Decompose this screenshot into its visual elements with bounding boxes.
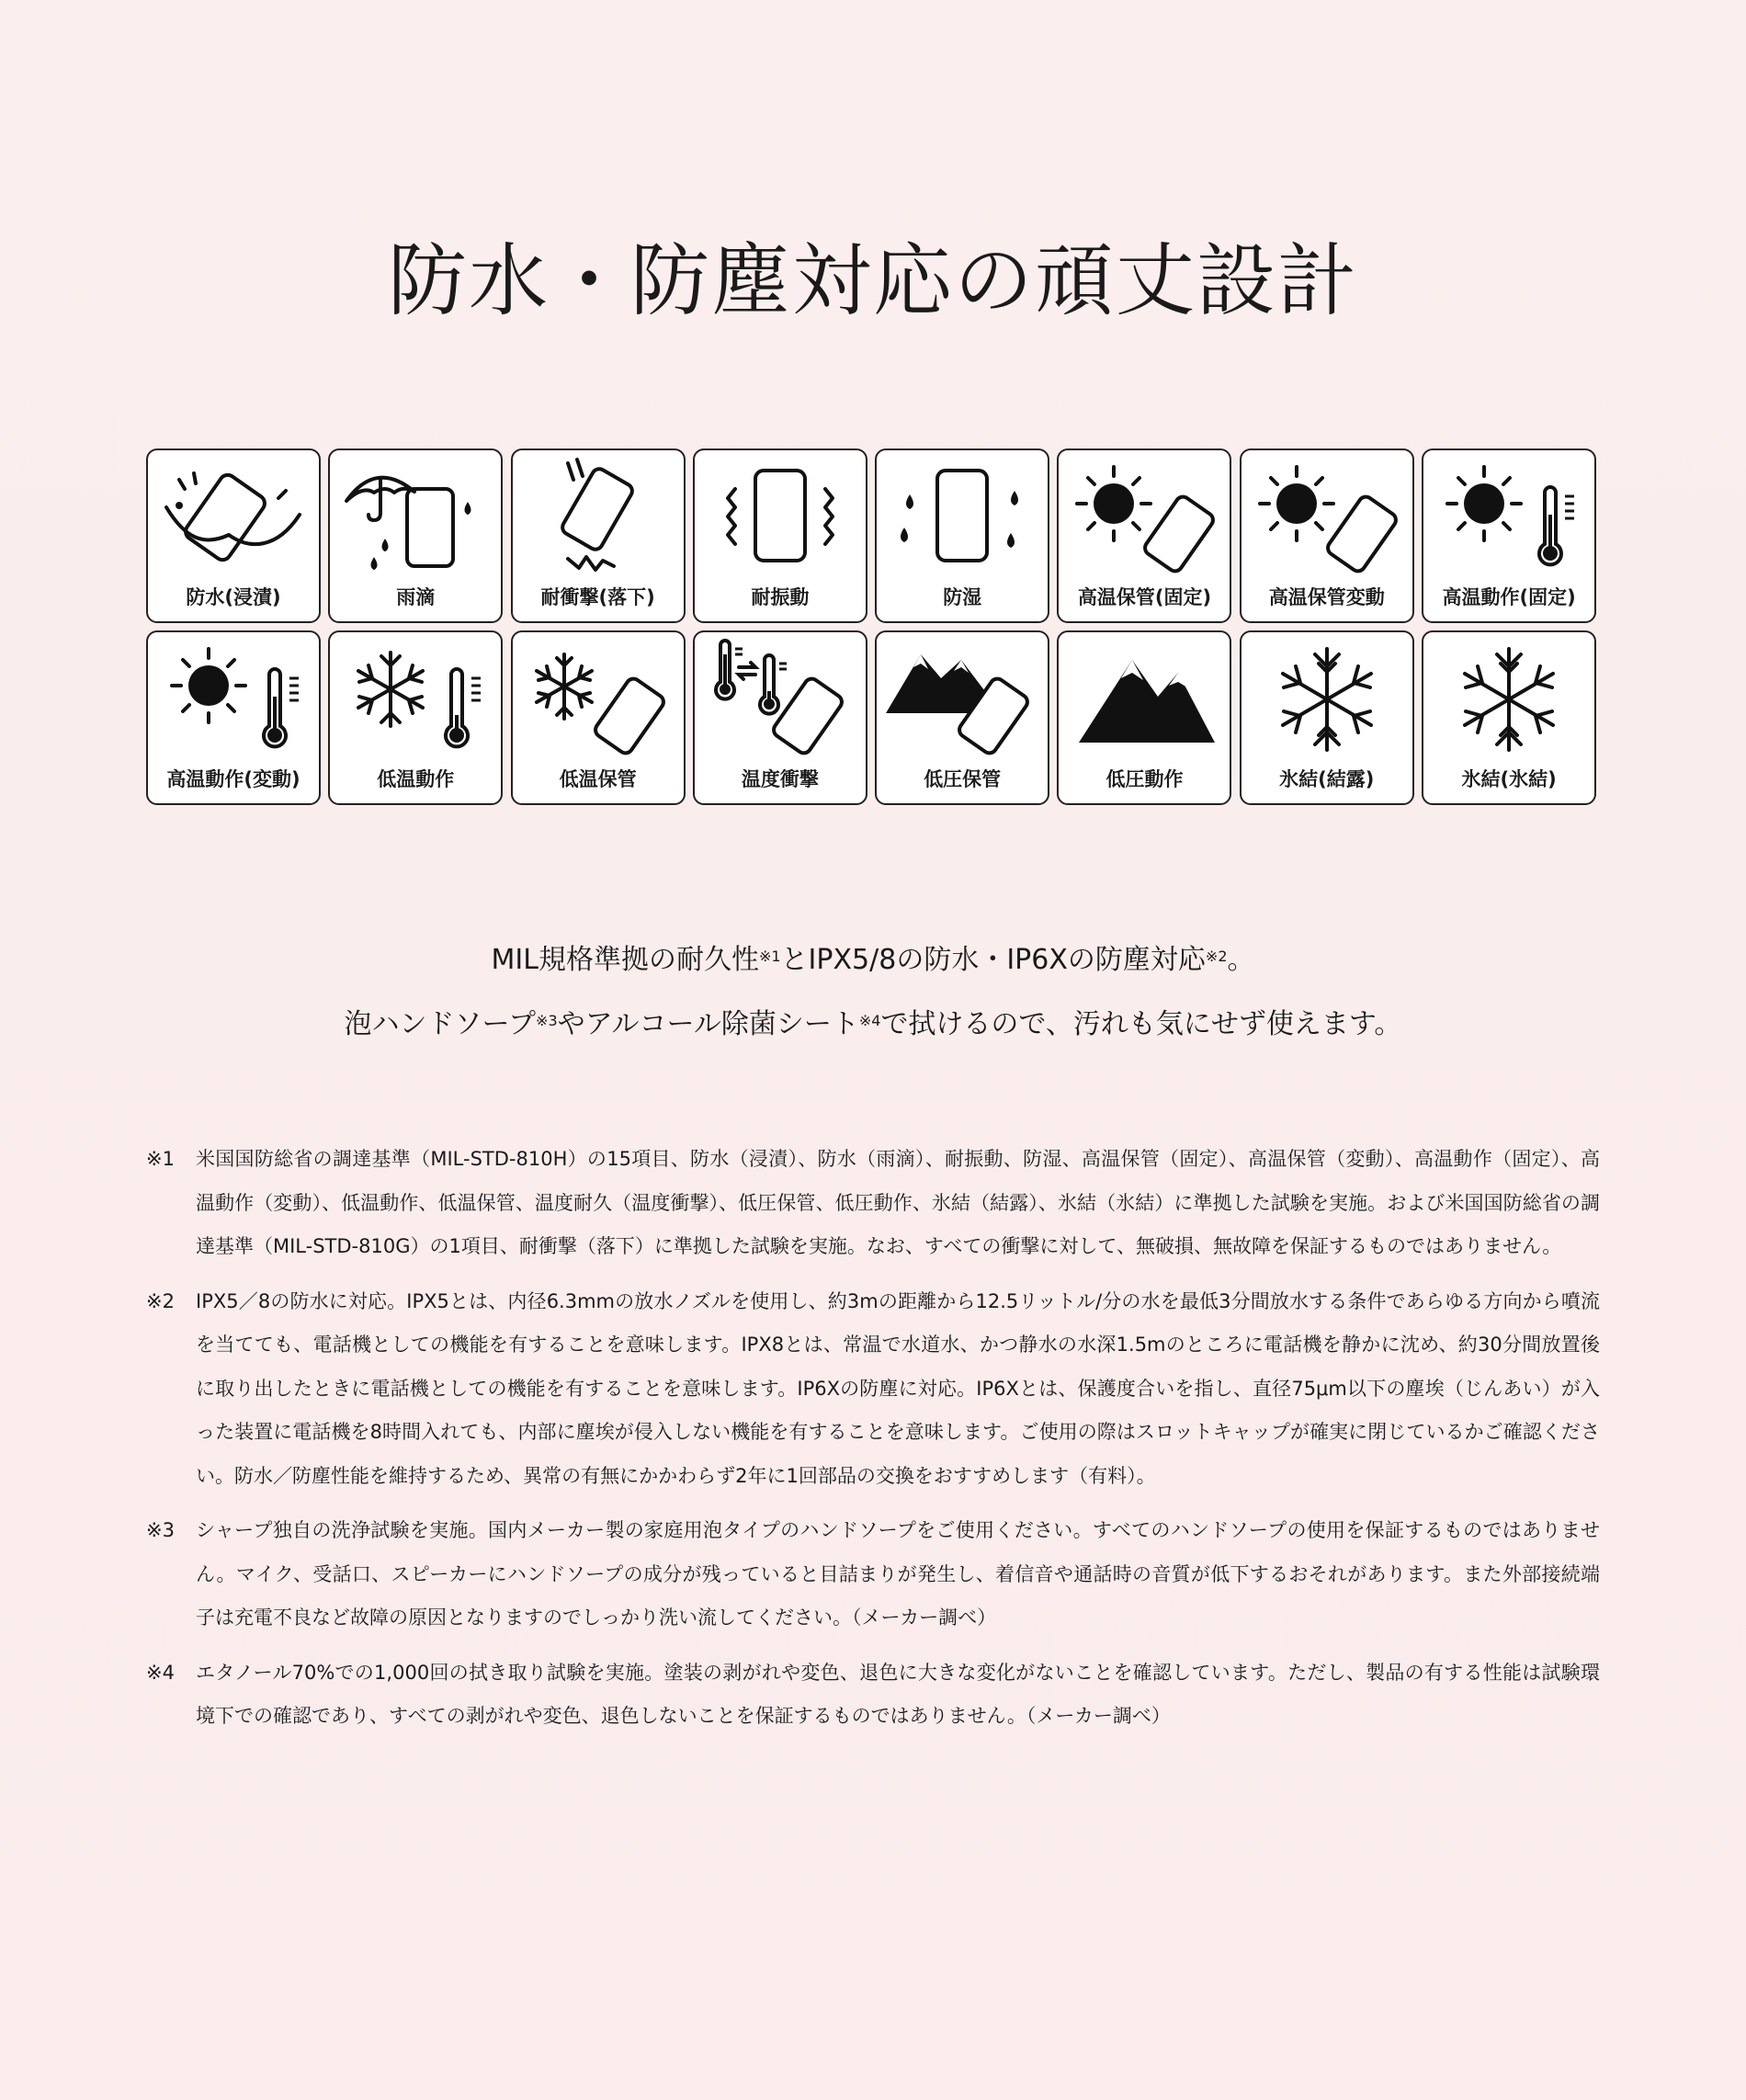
tile-label: 高温保管変動 [1268, 586, 1385, 608]
feature-tile [1240, 630, 1414, 805]
tile-label: 高温保管(固定) [1077, 586, 1212, 608]
snowflake-phone-icon [513, 632, 684, 770]
feature-tile [511, 630, 686, 805]
thermometers-phone-icon [695, 632, 866, 770]
feature-tile [146, 448, 321, 623]
tile-label: 防湿 [943, 586, 982, 608]
feature-tile [875, 630, 1049, 805]
tile-label: 低圧動作 [1105, 768, 1184, 790]
footnote-text: IPX5／8の防水に対応。IPX5とは、内径6.3mmの放水ノズルを使用し、約3mの距離から12.5リットル/分の水を最低3分間放水する条件であらゆる方向から噴流を当てても、電話機としての機能を有することを意味します。IPX8とは、常温で水道水、かつ静水の水深1.5mのところに電話機を静かに沈め、約30分間放置後に取り出したときに電話機としての機能を有することを意味します。IP6Xの防塵に対応。IP6Xとは、保護度合いを指し、直径75μm以下の塵埃（じんあい）が入った装置に電話機を8時間入れても、内部に塵埃が侵入しない機能を有することを意味します。ご使用の際はスロットキャップが確実に閉じているかご確認ください。防水／防塵性能を維持するため、異常の有無にかかわらず2年に1回部品の交換をおすすめします（有料）。 [196, 1289, 1600, 1487]
tile-label: 高温動作(固定) [1442, 586, 1576, 608]
feature-tile [1422, 630, 1596, 805]
tile-label: 耐衝撃(落下) [540, 586, 655, 608]
feature-icon-grid [146, 448, 1600, 805]
phone-splash-icon [148, 450, 319, 588]
tile-label: 氷結(氷結) [1461, 768, 1557, 790]
feature-tile [1057, 630, 1231, 805]
phone-vibration-icon [695, 450, 866, 588]
phone-drop-icon [513, 450, 684, 588]
sun-phone-icon [1059, 450, 1230, 588]
feature-tile [693, 448, 867, 623]
lead-text-segment: 泡ハンドソープ [344, 1008, 537, 1040]
tile-label: 低圧保管 [924, 768, 1002, 790]
lead-text [0, 928, 1746, 1057]
footnote-text: シャープ独自の洗浄試験を実施。国内メーカー製の家庭用泡タイプのハンドソープをご使用ください。すべてのハンドソープの使用を保証するものではありません。マイク、受話口、スピーカーにハンドソープの成分が残っていると目詰まりが発生し、着信音や通話時の音質が低下するおそれがあります。また外部接続端子は充電不良など故障の原因となりますのでしっかり洗い流してください。（メーカー調べ） [196, 1519, 1600, 1629]
feature-tile [328, 448, 503, 623]
footnote [146, 1138, 1600, 1269]
footnote-ref: ※2 [1205, 948, 1228, 965]
lead-text-segment: とIPX5/8の防水・IP6Xの防塵対応 [780, 944, 1206, 976]
mountain-icon [1059, 632, 1230, 770]
tile-label: 温度衝撃 [741, 768, 819, 790]
footnotes [146, 1138, 1600, 1750]
feature-tile [146, 630, 321, 805]
tile-label: 氷結(結露) [1279, 768, 1375, 790]
footnote-ref: ※1 [758, 948, 781, 965]
sun-phone-icon [1241, 450, 1412, 588]
footnote-text: 米国国防総省の調達基準（MIL-STD-810H）の15項目、防水（浸漬）、防水（雨滴）、耐振動、防湿、高温保管（固定）、高温保管（変動）、高温動作（固定）、高温動作（変動）、低温動作、低温保管、温度耐久（温度衝撃）、低圧保管、低圧動作、氷結（結露）、氷結（氷結）に準拠した試験を実施。および米国国防総省の調達基準（MIL-STD-810G）の1項目、耐衝撃（落下）に準拠した試験を実施。なお、すべての衝撃に対して、無破損、無故障を保証するものではありません。 [196, 1148, 1600, 1257]
footnote [146, 1280, 1600, 1499]
sun-thermometer-icon [1423, 450, 1594, 588]
umbrella-rain-phone-icon [330, 450, 501, 588]
tile-label: 雨滴 [396, 586, 436, 608]
snowflake-icon [1241, 632, 1412, 770]
feature-tile [1057, 448, 1231, 623]
lead-line-2 [0, 993, 1746, 1057]
sun-thermometer-icon [148, 632, 319, 770]
feature-tile [1240, 448, 1414, 623]
lead-text-segment: 。 [1227, 944, 1255, 976]
lead-text-segment: やアルコール除菌シート [557, 1008, 859, 1040]
footnote-mark: ※3 [146, 1519, 175, 1541]
feature-tile [511, 448, 686, 623]
snowflake-thermometer-icon [330, 632, 501, 770]
lead-line-1 [0, 928, 1746, 993]
footnote-mark: ※1 [146, 1148, 175, 1170]
lead-text-segment: MIL規格準拠の耐久性 [491, 944, 759, 976]
mountain-phone-icon [877, 632, 1048, 770]
feature-tile [875, 448, 1049, 623]
feature-tile [328, 630, 503, 805]
lead-text-segment: で拭けるので、汚れも気にせず使えます。 [880, 1008, 1402, 1040]
footnote-mark: ※2 [146, 1289, 175, 1312]
tile-label: 高温動作(変動) [166, 768, 300, 790]
page-title: 防水・防塵対応の頑丈設計 [388, 235, 1358, 327]
feature-tile [1422, 448, 1596, 623]
phone-humidity-icon [877, 450, 1048, 588]
footnote [146, 1652, 1600, 1739]
footnote [146, 1509, 1600, 1640]
footnote-mark: ※4 [146, 1661, 175, 1684]
tile-label: 耐振動 [751, 586, 810, 608]
footnote-ref: ※3 [536, 1012, 558, 1029]
tile-label: 防水(浸漬) [186, 586, 281, 608]
tile-label: 低温動作 [377, 768, 455, 790]
snowflake-icon [1423, 632, 1594, 770]
feature-tile [693, 630, 867, 805]
footnote-text: エタノール70%での1,000回の拭き取り試験を実施。塗装の剥がれや変色、退色に大きな変化がないことを確認しています。ただし、製品の有する性能は試験環境下での確認であり、すべての剥がれや変色、退色しないことを保証するものではありません。（メーカー調べ） [196, 1661, 1600, 1727]
tile-label: 低温保管 [559, 768, 637, 790]
footnote-ref: ※4 [858, 1012, 881, 1029]
